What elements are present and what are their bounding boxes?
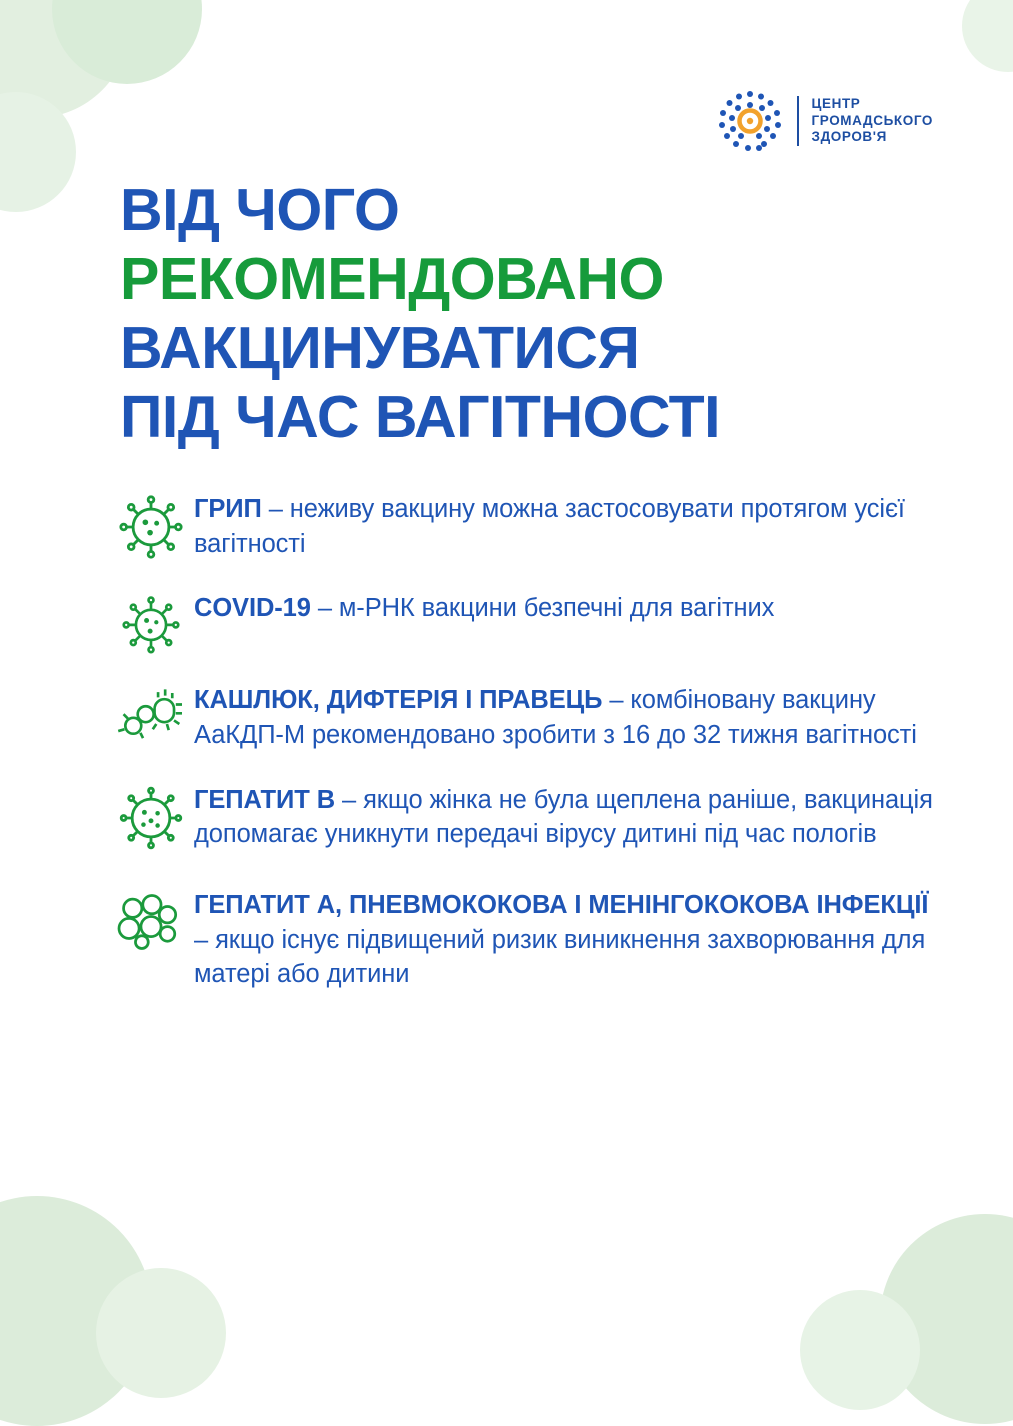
list-item bbox=[108, 886, 938, 992]
title-line-4: ПІД ЧАС ВАГІТНОСТІ bbox=[120, 383, 721, 450]
list-item-body: – комбіновану вакцину АаКДП-М рекомендовано зробити з 16 до 32 тижня вагітності bbox=[194, 686, 917, 750]
list-item-body: – неживу вакцину можна застосовувати протягом усієї вагітності bbox=[194, 495, 905, 558]
list-item-title: COVID-19 bbox=[194, 594, 311, 623]
list-item-text bbox=[194, 886, 938, 992]
list-item-body: – якщо жінка не була щеплена раніше, вакцинація допомагає уникнути передачі вірусу дитині під час пологів bbox=[194, 785, 933, 849]
title-line-3: ВАКЦИНУВАТИСЯ bbox=[120, 314, 640, 381]
list-item-text bbox=[194, 781, 938, 852]
logo-wordmark bbox=[797, 96, 933, 145]
list-item-text bbox=[194, 589, 938, 626]
public-health-center-logo-icon bbox=[717, 88, 783, 154]
title-line-1: ВІД ЧОГО bbox=[120, 176, 400, 243]
logo-line-3: ЗДОРОВ'Я bbox=[811, 129, 887, 145]
list-item-title: ГЕПАТИТ А, ПНЕВМОКОКОВА І МЕНІНГОКОКОВА ІНФЕКЦІЇ bbox=[194, 891, 929, 920]
list-item-body: – м-РНК вакцини безпечні для вагітних bbox=[310, 594, 775, 623]
bacteria-icon bbox=[108, 681, 194, 747]
logo-line-2: ГРОМАДСЬКОГО bbox=[811, 112, 933, 128]
organization-logo bbox=[717, 88, 933, 154]
list-item-title: ГЕПАТИТ В bbox=[194, 785, 336, 814]
hepatitis-virus-icon bbox=[108, 781, 194, 851]
logo-line-1: ЦЕНТР bbox=[811, 96, 861, 112]
list-item-title: ГРИП bbox=[194, 495, 262, 523]
title-line-2: РЕКОМЕНДОВАНО bbox=[120, 245, 664, 312]
list-item-body: – якщо існує підвищений ризик виникнення захворювання для матері або дитини bbox=[194, 925, 926, 989]
cell-cluster-icon bbox=[108, 886, 194, 954]
list-item bbox=[108, 681, 938, 752]
list-item-text bbox=[194, 490, 938, 561]
page-title bbox=[120, 176, 920, 452]
coronavirus-icon bbox=[108, 589, 194, 655]
list-item bbox=[108, 490, 938, 561]
list-item-text bbox=[194, 681, 938, 752]
virus-icon bbox=[108, 490, 194, 560]
list-item bbox=[108, 781, 938, 852]
list-item-title: КАШЛЮК, ДИФТЕРІЯ І ПРАВЕЦЬ bbox=[194, 686, 603, 715]
recommendation-list bbox=[108, 490, 938, 992]
list-item bbox=[108, 589, 938, 655]
